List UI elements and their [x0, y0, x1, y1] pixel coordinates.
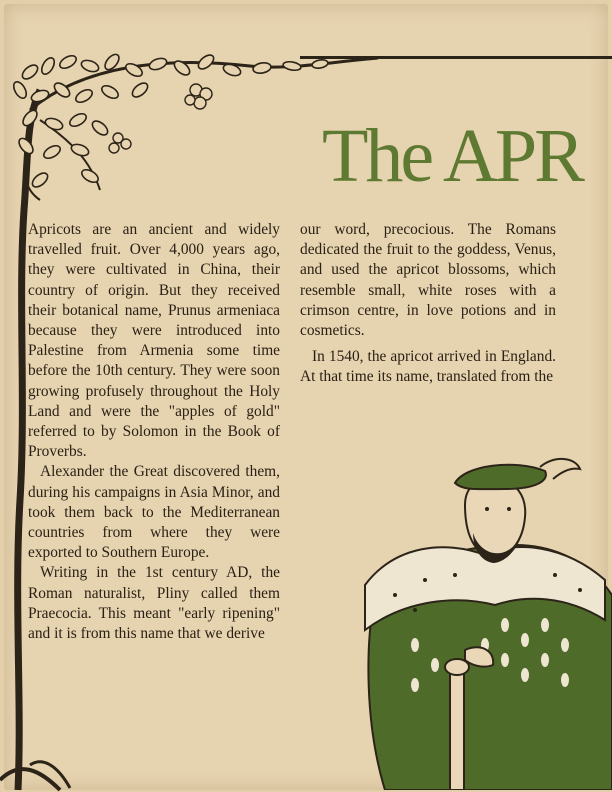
paragraph: our word, precocious. The Romans dedicated the fruit to the goddess, Venus, and used the apricot blossoms, which resemble small, white roses with a crimson centre, in love potions and in cosmetics.: [300, 221, 556, 340]
header-rule: [300, 56, 612, 59]
paragraph: Writing in the 1st century AD, the Roman naturalist, Pliny called them Praecocia. This meant "early ripening" and it is from this name that we derive: [28, 564, 280, 643]
paragraph: In 1540, the apricot arrived in England. At that time its name, translated from the: [300, 348, 556, 386]
tudor-gentleman-illustration: [355, 445, 612, 790]
article-title: The APR: [322, 114, 582, 198]
paragraph: Alexander the Great discovered them, during his campaigns in Asia Minor, and took them back to the Mediterranean countries from where they were exported to Southern Europe.: [28, 463, 280, 562]
paragraph: Apricots are an ancient and widely travelled fruit. Over 4,000 years ago, they were cultivated in China, their country of origin. But they received their botanical name, Prunus armeniaca because they were introduced into Palestine from Armenia some time before the 10th century. They were soon growing profusely throughout the Holy Land and were the "apples of gold" referred to by Solomon in the Book of Proverbs.: [28, 221, 280, 461]
left-column: [28, 220, 280, 644]
right-column: [300, 220, 556, 388]
